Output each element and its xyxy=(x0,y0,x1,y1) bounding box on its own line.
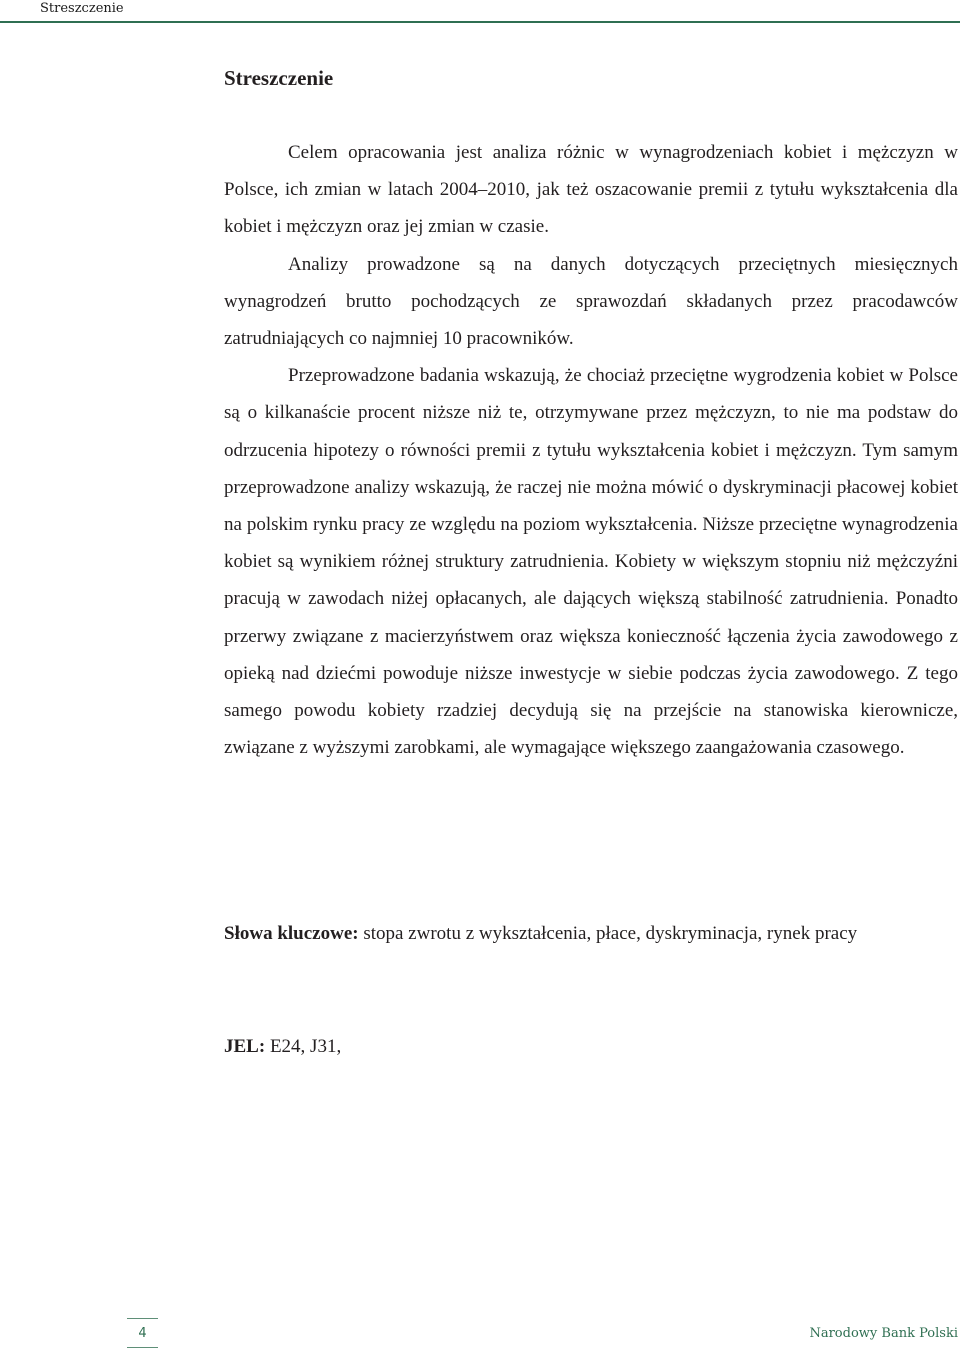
page-number: 4 xyxy=(138,1326,147,1341)
section-title: Streszczenie xyxy=(224,66,334,90)
abstract-body xyxy=(224,134,958,766)
running-header-title: Streszczenie xyxy=(40,1,124,16)
keywords-value: stopa zwrotu z wykształcenia, płace, dyskryminacja, rynek pracy xyxy=(358,923,858,944)
jel-line xyxy=(224,1032,341,1062)
page-number-rule-top xyxy=(127,1318,158,1319)
publisher-name: Narodowy Bank Polski xyxy=(809,1326,958,1341)
abstract-paragraph-2: Analizy prowadzone są na danych dotyczących przeciętnych miesięcznych wynagrodzeń brutto pochodzących ze sprawozdań składanych przez pracodawców zatrudniających co najmniej 10 pracowników. xyxy=(224,253,958,350)
jel-label: JEL: xyxy=(224,1036,266,1057)
abstract-paragraph-3: Przeprowadzone badania wskazują, że chociaż przeciętne wygrodzenia kobiet w Polsce są o kilkanaście procent niższe niż te, otrzymywane przez mężczyzn, to nie ma podstaw do odrzucenia hipotezy o równości premii z tytułu wykształcenia kobiet i mężczyzn. Tym samym przeprowadzone analizy wskazują, że raczej nie można mówić o dyskryminacji płacowej kobiet na polskim rynku pracy ze względu na poziom wykształcenia. Niższe przeciętne wynagrodzenia kobiet są wynikiem różnej struktury zatrudnienia. Kobiety w większym stopniu niż mężczyźni pracują w zawodach niżej opłacanych, ale dających większą stabilność zatrudnienia. Ponadto przerwy związane z macierzyństwem oraz większa konieczność łączenia życia zawodowego z opieką nad dziećmi powoduje niższe inwestycje w siebie podczas życia zawodowego. Z tego samego powodu kobiety rzadziej decydują się na przejście na stanowiska kierownicze, związane z wyższymi zarobkami, ale wymagające większego zaangażowania czasowego. xyxy=(224,365,958,759)
page-number-rule-bottom xyxy=(127,1347,158,1348)
abstract-paragraph-1: Celem opracowania jest analiza różnic w wynagrodzeniach kobiet i mężczyzn w Polsce, ich zmian w latach 2004–2010, jak też oszacowanie premii z tytułu wykształcenia dla kobiet i mężczyzn oraz jej zmian w czasie. xyxy=(224,142,958,238)
keywords-label: Słowa kluczowe: xyxy=(224,923,359,944)
keywords-line xyxy=(224,919,958,949)
header-rule xyxy=(0,21,960,23)
jel-value: E24, J31, xyxy=(265,1036,342,1057)
